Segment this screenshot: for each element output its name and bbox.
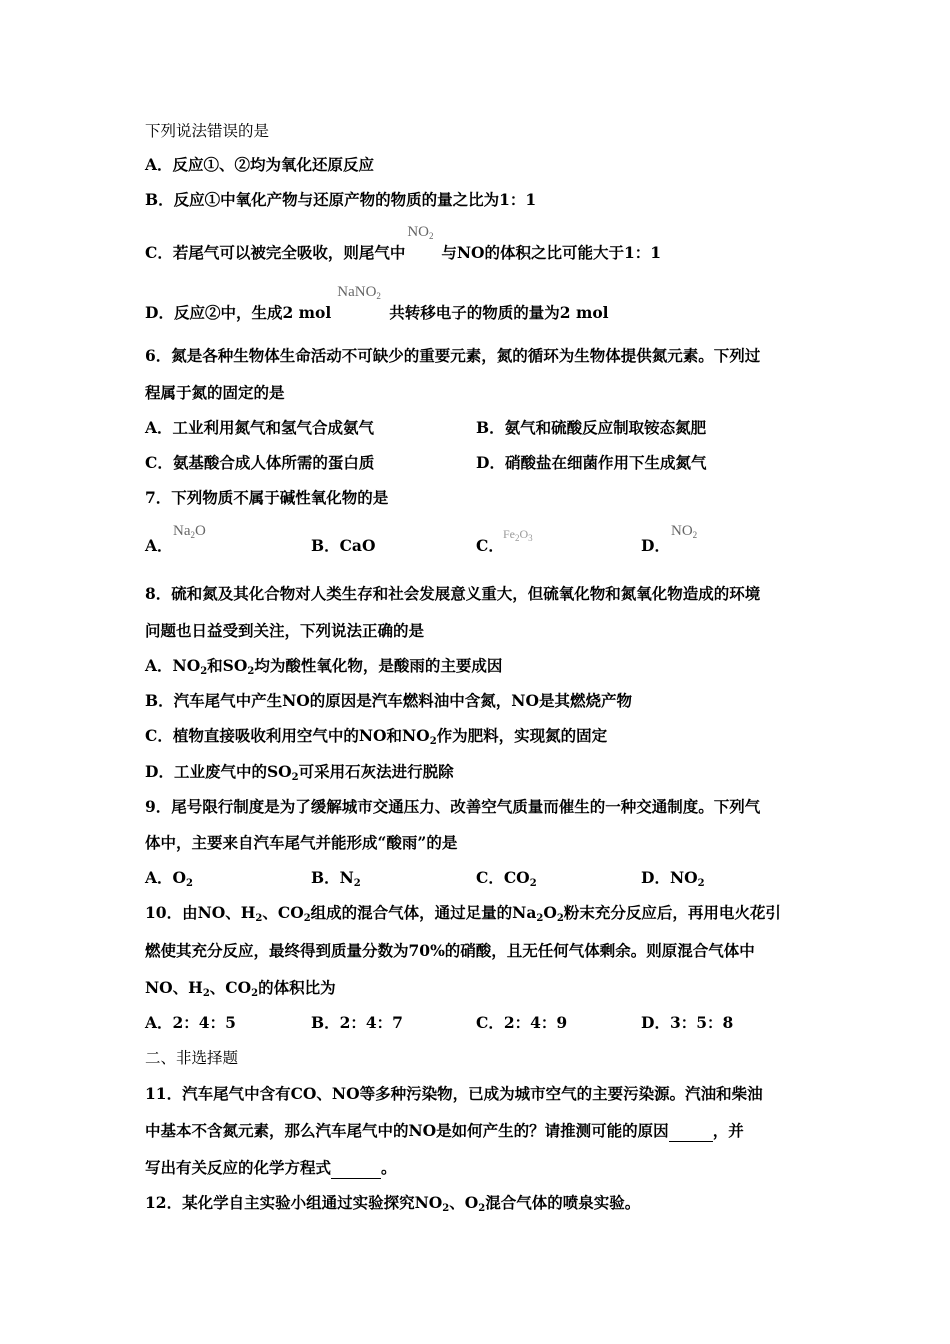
q9-c-sub: 2 (529, 878, 537, 889)
q6-option-b: B．氨气和硫酸反应制取铵态氮肥 (476, 418, 707, 437)
q7-c-formula-sub1: 2 (515, 533, 520, 543)
q5-c-formula-main: NO (407, 224, 430, 240)
q11-l2-pre: 中基本不含氮元素，那么汽车尾气中的NO是如何产生的？请推测可能的原因 (145, 1121, 669, 1140)
q7-a-formula-main: Na (173, 523, 191, 539)
q12-t3: 混合气体的喷泉实验。 (485, 1193, 641, 1212)
q9-option-b (311, 868, 361, 891)
q5-c-formula (405, 224, 441, 258)
q5-option-b: B．反应①中氧化产物与还原产物的物质的量之比为1：1 (145, 190, 537, 209)
q12-s1: 2 (442, 1203, 450, 1214)
q10-stem-line3 (145, 978, 336, 1001)
q9-option-a (145, 868, 193, 891)
q10-l1-t4: O (543, 903, 557, 922)
q7-d-label: D． (641, 536, 670, 555)
q5-c-text-post: 与NO的体积之比可能大于1：1 (441, 243, 662, 262)
q9-stem-line1: 9．尾号限行制度是为了缓解城市交通压力、改善空气质量而催生的一种交通制度。下列气 (145, 797, 761, 816)
q11-l3-pre: 写出有关反应的化学方程式 (145, 1158, 332, 1177)
q10-l1-s1: 2 (255, 913, 263, 924)
q7-d-formula (671, 521, 697, 542)
q6-stem-line1: 6．氮是各种生物体生命活动不可缺少的重要元素，氮的循环为生物体提供氮元素。下列过 (145, 346, 761, 365)
q10-l3-t2: 、CO (209, 978, 252, 997)
q7-c-formula-sub2: 3 (528, 533, 533, 543)
section-heading: 二、非选择题 (145, 1049, 239, 1067)
q7-a-label: A． (145, 536, 173, 555)
q5-option-c (145, 224, 662, 263)
q5-d-formula-main: NaNO (337, 284, 377, 300)
q5-option-d (145, 284, 609, 323)
q7-c-formula (503, 524, 533, 545)
q8-option-b: B．汽车尾气中产生NO的原因是汽车燃料油中含氮，NO是其燃烧产物 (145, 691, 632, 710)
q11-l2-post: ，并 (712, 1121, 744, 1140)
q9-d-sub: 2 (697, 878, 705, 889)
q10-l3-t1: NO、H (145, 978, 203, 997)
q5-d-text-pre: D．反应②中，生成2 mol (145, 303, 332, 322)
q5-c-text-pre: C．若尾气可以被完全吸收，则尾气中 (145, 243, 406, 262)
q10-option-d: D．3：5：8 (641, 1013, 734, 1032)
q10-l1-s2: 2 (303, 913, 311, 924)
q12-line (145, 1193, 640, 1216)
q10-l1-t3: 组成的混合气体，通过足量的Na (310, 903, 537, 922)
q8-d-s1: 2 (291, 772, 299, 783)
q7-option-a (145, 523, 206, 556)
q9-b-sub: 2 (353, 878, 361, 889)
q8-a-t1: A．NO (145, 656, 201, 675)
q8-c-t2: 作为肥料，实现氮的固定 (436, 726, 608, 745)
q8-c-t1: C．植物直接吸收利用空气中的NO和NO (145, 726, 430, 745)
q9-a-text: A．O (145, 868, 187, 887)
q8-c-s1: 2 (429, 736, 437, 747)
q10-l1-t5: 粉末充分反应后，再用电火花引 (563, 903, 781, 922)
q10-l3-s1: 2 (202, 988, 210, 999)
q7-a-formula-sub: 2 (190, 530, 195, 540)
q10-option-c: C．2：4：9 (476, 1013, 568, 1032)
q8-d-t1: D．工业废气中的SO (145, 762, 292, 781)
q7-c-formula-2: O (519, 527, 529, 541)
q8-d-t2: 可采用石灰法进行脱除 (298, 762, 454, 781)
q11-line3 (145, 1158, 397, 1179)
q10-l3-t3: 的体积比为 (258, 978, 336, 997)
q8-stem-line2: 问题也日益受到关注，下列说法正确的是 (145, 621, 425, 640)
q10-l1-t1: 10．由NO、H (145, 903, 256, 922)
q11-blank-1 (669, 1121, 713, 1142)
q7-option-d (641, 523, 698, 556)
q10-l3-s2: 2 (251, 988, 259, 999)
q7-a-formula (173, 521, 206, 542)
q5-c-formula-sub: 2 (429, 231, 434, 241)
q5-option-a: A．反应①、②均为氧化还原反应 (145, 155, 375, 174)
q5-stem: 下列说法错误的是 (145, 122, 270, 140)
q7-option-c (476, 527, 533, 556)
q10-stem-line1 (145, 903, 781, 926)
q12-t1: 12．某化学自主实验小组通过实验探究NO (145, 1193, 443, 1212)
q6-option-d: D．硝酸盐在细菌作用下生成氮气 (476, 453, 707, 472)
q9-b-text: B．N (311, 868, 354, 887)
q8-option-a (145, 656, 502, 679)
q9-c-text: C．CO (476, 868, 530, 887)
q7-stem: 7．下列物质不属于碱性氧化物的是 (145, 488, 389, 507)
q8-option-c (145, 726, 607, 749)
q10-stem-line2: 燃使其充分反应，最终得到质量分数为70%的硝酸，且无任何气体剩余。则原混合气体中 (145, 941, 755, 960)
q9-d-text: D．NO (641, 868, 698, 887)
q8-a-s2: 2 (247, 666, 255, 677)
q5-d-formula (331, 284, 389, 318)
q5-d-text-post: 共转移电子的物质的量为2 mol (389, 303, 609, 322)
q9-option-d (641, 868, 705, 891)
q6-option-a: A．工业利用氮气和氢气合成氨气 (145, 418, 375, 437)
q7-d-formula-sub: 2 (692, 530, 698, 540)
q6-option-c: C．氨基酸合成人体所需的蛋白质 (145, 453, 375, 472)
q7-c-formula-1: Fe (503, 527, 515, 541)
q9-a-sub: 2 (186, 878, 193, 889)
q7-a-formula-post: O (195, 523, 206, 539)
q8-stem-line1: 8．硫和氮及其化合物对人类生存和社会发展意义重大，但硫氧化物和氮氧化物造成的环境 (145, 584, 761, 603)
q8-a-s1: 2 (200, 666, 208, 677)
q6-stem-line2: 程属于氮的固定的是 (145, 383, 285, 402)
q10-l1-s3: 2 (536, 913, 544, 924)
q7-d-formula-main: NO (671, 523, 693, 539)
q11-line2 (145, 1121, 744, 1142)
q9-stem-line2: 体中，主要来自汽车尾气并能形成“酸雨”的是 (145, 833, 458, 852)
q12-s2: 2 (478, 1203, 486, 1214)
q8-a-t3: 均为酸性氧化物，是酸雨的主要成因 (254, 656, 503, 675)
q11-l3-post: 。 (381, 1158, 397, 1177)
q5-d-formula-sub: 2 (376, 291, 381, 301)
q11-blank-2 (331, 1158, 381, 1179)
q7-c-label: C． (476, 536, 504, 555)
q8-option-d (145, 762, 454, 785)
q10-l1-s4: 2 (556, 913, 564, 924)
q9-option-c (476, 868, 537, 891)
q10-l1-t2: 、CO (262, 903, 304, 922)
q11-line1: 11．汽车尾气中含有CO、NO等多种污染物，已成为城市空气的主要污染源。汽油和柴油 (145, 1084, 763, 1103)
q10-option-a: A．2：4：5 (145, 1013, 236, 1032)
q8-a-t2: 和SO (207, 656, 248, 675)
q10-option-b: B．2：4：7 (311, 1013, 403, 1032)
q12-t2: 、O (449, 1193, 479, 1212)
q7-option-b: B．CaO (311, 536, 376, 555)
